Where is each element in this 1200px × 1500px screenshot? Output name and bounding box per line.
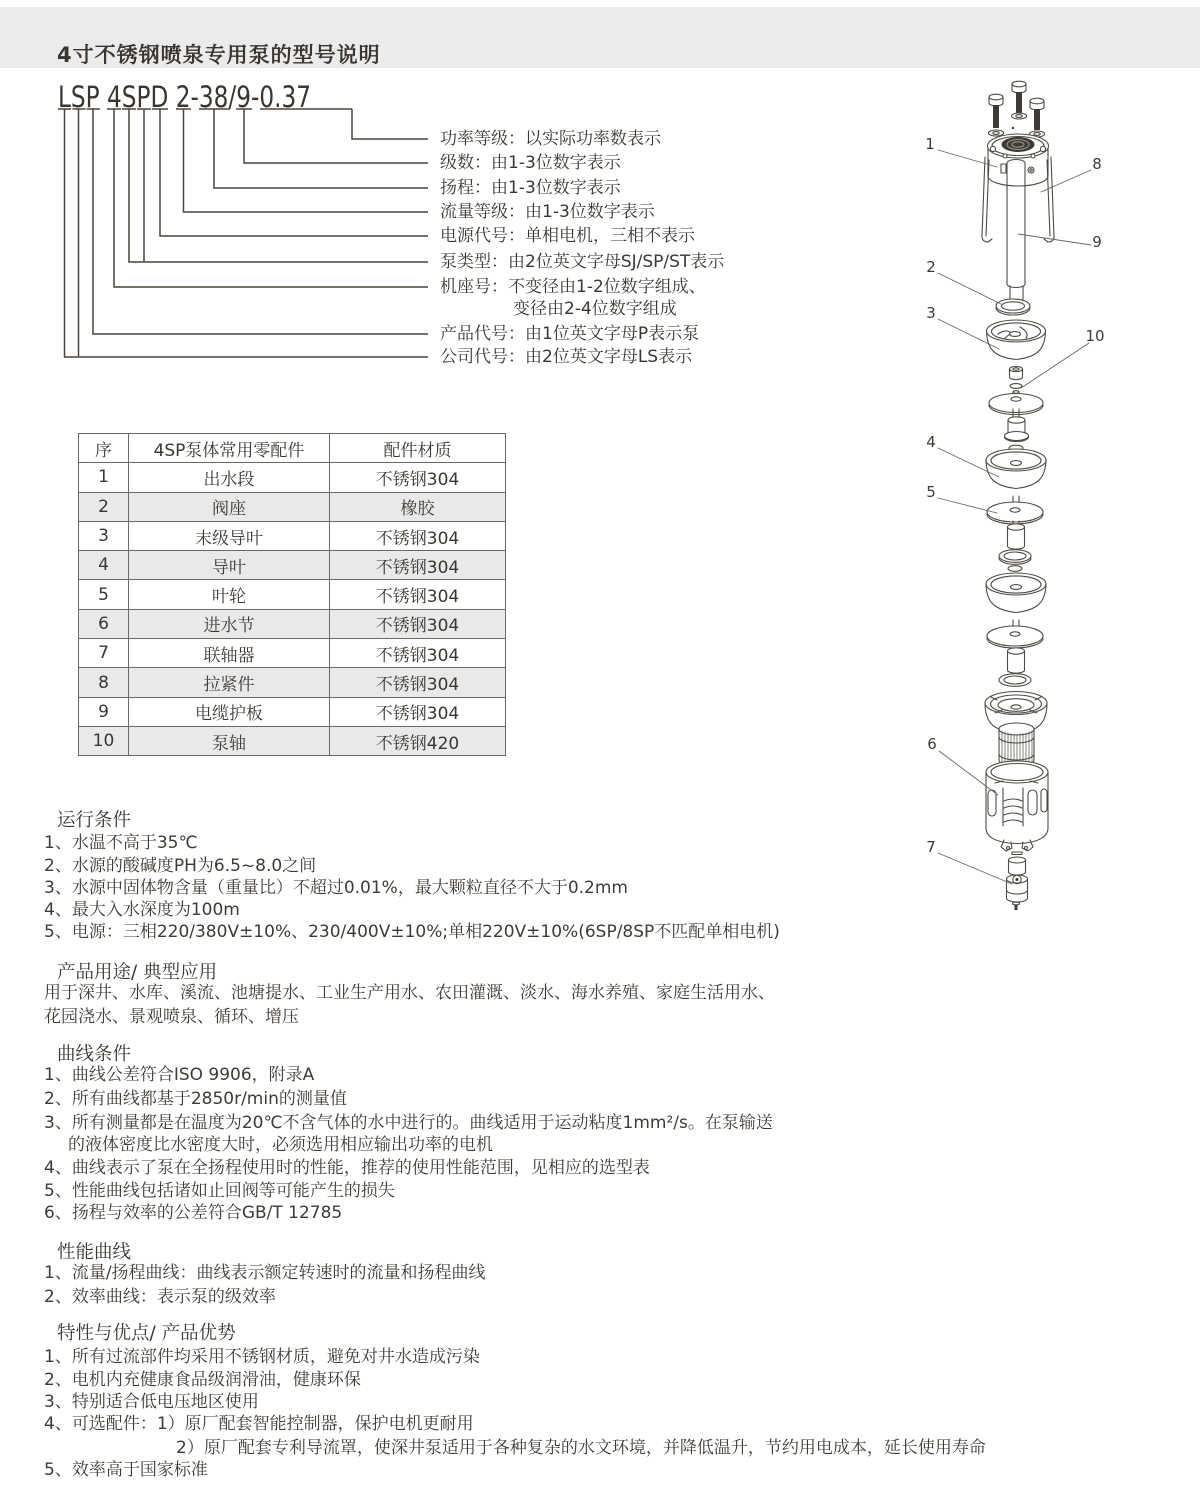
- list-item: 3、水源中固体物含量（重量比）不超过0.01%，最大颗粒直径不大于0.2mm: [44, 878, 628, 898]
- table-row: [79, 463, 506, 492]
- impeller-disc: [987, 496, 1043, 526]
- diagram-callout-4: 4: [926, 433, 936, 451]
- table-row: [79, 492, 506, 521]
- cell-index: 7: [79, 639, 129, 668]
- diagram-callout-5: 5: [926, 483, 936, 501]
- list-item: 4、可选配件：1）原厂配套智能控制器，保护电机更耐用: [44, 1414, 474, 1434]
- cell-part: 末级导叶: [129, 521, 330, 550]
- cell-material: 不锈钢304: [330, 521, 506, 550]
- page-title: 4寸不锈钢喷泉专用泵的型号说明: [57, 43, 381, 67]
- cell-index: 8: [79, 668, 129, 697]
- shaft-nut: [1010, 366, 1023, 388]
- cell-index: 3: [79, 521, 129, 550]
- diagram-callout-9: 9: [1092, 233, 1102, 251]
- table-row: [79, 521, 506, 550]
- list-item: 花园浇水、景观喷泉、循环、增压: [44, 1007, 299, 1027]
- table-row: [79, 726, 506, 755]
- table-row: [79, 609, 506, 638]
- cell-part: 进水节: [129, 609, 330, 638]
- section-heading-features: 特性与优点/ 产品优势: [57, 1323, 236, 1344]
- diagram-callout-3: 3: [926, 304, 936, 322]
- list-item: 2、水源的酸碱度PH为6.5~8.0之间: [44, 856, 317, 876]
- cell-material: 不锈钢304: [330, 463, 506, 492]
- bowl-with-impeller: [985, 692, 1047, 767]
- diagram-callout-2: 2: [926, 258, 936, 276]
- table-row: [79, 551, 506, 580]
- cell-material: 不锈钢304: [330, 609, 506, 638]
- list-item-continuation: 的液体密度比水密度大时，必须选用相应输出功率的电机: [68, 1135, 493, 1155]
- valve-seat-ring: [996, 299, 1030, 315]
- table-row: [79, 639, 506, 668]
- table-header-row: [79, 434, 506, 463]
- section-heading-applications: 产品用途/ 典型应用: [57, 962, 218, 983]
- stage-bowl: [986, 573, 1046, 613]
- cell-index: 9: [79, 697, 129, 726]
- cell-material: 不锈钢304: [330, 580, 506, 609]
- list-item: 3、所有测量都是在温度为20℃不含气体的水中进行的。曲线适用于运动粘度1mm²/s。在泵输送: [44, 1113, 773, 1133]
- cell-part: 电缆护板: [129, 697, 330, 726]
- cell-part: 泵轴: [129, 726, 330, 755]
- cell-part: 叶轮: [129, 580, 330, 609]
- list-item: 6、扬程与效率的公差符合GB/T 12785: [44, 1203, 343, 1223]
- model-callout-label: 流量等级：由1-3位数字表示: [440, 202, 655, 222]
- section-heading-operating-conditions: 运行条件: [57, 810, 132, 831]
- list-item-continuation: 2）原厂配套专利导流罩，使深井泵适用于各种复杂的水文环境，并降低温升，节约用电成本，延长使用寿命: [176, 1438, 986, 1458]
- tie-rod-straps: [982, 157, 1054, 242]
- list-item: 3、特别适合低电压地区使用: [44, 1392, 259, 1412]
- cell-material: 不锈钢304: [330, 697, 506, 726]
- model-callout-label: 机座号：不变径由1-2位数字组成、: [440, 277, 706, 297]
- list-item: 4、曲线表示了泵在全扬程使用时的性能，推荐的使用性能范围，见相应的选型表: [44, 1158, 650, 1178]
- table-row: [79, 697, 506, 726]
- list-item: 1、流量/扬程曲线：曲线表示额定转速时的流量和扬程曲线: [44, 1263, 486, 1283]
- list-item: 4、最大入水深度为100m: [44, 900, 240, 920]
- section-heading-curve-conditions: 曲线条件: [57, 1044, 132, 1065]
- cell-index: 5: [79, 580, 129, 609]
- model-callout-label: 公司代号：由2位英文字母LS表示: [440, 347, 693, 367]
- col-header-part: 4SP泵体常用零配件: [129, 434, 330, 463]
- cell-index: 1: [79, 463, 129, 492]
- last-stage-diffuser: [987, 320, 1046, 360]
- list-item: 1、所有过流部件均采用不锈钢材质，避免对井水造成污染: [44, 1347, 480, 1367]
- cell-material: 不锈钢420: [330, 726, 506, 755]
- cell-material: 不锈钢304: [330, 639, 506, 668]
- stage-impeller-disc: [987, 620, 1043, 648]
- diagram-callout-8: 8: [1092, 155, 1102, 173]
- spacer-ring2: [999, 648, 1031, 687]
- cell-index: 4: [79, 551, 129, 580]
- cell-index: 10: [79, 726, 129, 755]
- bolts: [989, 81, 1045, 137]
- model-callout-label: 级数：由1-3位数字表示: [440, 153, 621, 173]
- diffuser-bowl: [986, 449, 1046, 489]
- model-callout-label-wrap: 变径由2-4位数字组成: [513, 299, 677, 319]
- leader-lines: [938, 150, 1091, 884]
- spacer-rings: [999, 524, 1031, 572]
- model-code: LSP 4SPD 2-38/9-0.37: [58, 80, 311, 114]
- diagram-callout-6: 6: [927, 735, 937, 753]
- model-callout-label: 扬程：由1-3位数字表示: [440, 178, 621, 198]
- pump-exploded-diagram: [900, 75, 1200, 935]
- table-row: [79, 668, 506, 697]
- diagram-callout-1: 1: [925, 135, 935, 153]
- list-item: 2、效率曲线：表示泵的级效率: [44, 1287, 276, 1307]
- pump-shaft-disc: [989, 391, 1043, 451]
- cell-index: 6: [79, 609, 129, 638]
- cell-part: 导叶: [129, 551, 330, 580]
- model-callout-label: 泵类型：由2位英文字母SJ/SP/ST表示: [440, 252, 725, 272]
- cell-part: 阀座: [129, 492, 330, 521]
- list-item: 5、效率高于国家标准: [44, 1460, 208, 1480]
- diagram-callout-7: 7: [926, 838, 936, 856]
- coupling: [1007, 857, 1028, 910]
- outlet-section: [988, 134, 1049, 186]
- parts-table: [78, 433, 506, 756]
- cell-material: 不锈钢304: [330, 668, 506, 697]
- riser-pipe: [1007, 160, 1025, 304]
- list-item: 1、水温不高于35℃: [44, 833, 198, 853]
- table-row: [79, 580, 506, 609]
- list-item: 1、曲线公差符合ISO 9906，附录A: [44, 1065, 315, 1085]
- model-callout-label: 电源代号：单相电机，三相不表示: [440, 226, 695, 246]
- diagram-callout-10: 10: [1085, 327, 1105, 345]
- cell-material: 不锈钢304: [330, 551, 506, 580]
- list-item: 2、电机内充健康食品级润滑油，健康环保: [44, 1370, 361, 1390]
- list-item: 用于深井、水库、溪流、池塘提水、工业生产用水、农田灌溉、淡水、海水养殖、家庭生活用水、: [44, 983, 775, 1003]
- inlet-section: [986, 761, 1048, 855]
- cell-material: 橡胶: [330, 492, 506, 521]
- title-bar: [0, 7, 1200, 68]
- col-header-material: 配件材质: [330, 434, 506, 463]
- cell-part: 联轴器: [129, 639, 330, 668]
- col-header-index: 序: [79, 434, 129, 463]
- list-item: 5、性能曲线包括诸如止回阀等可能产生的损失: [44, 1181, 395, 1201]
- cell-part: 拉紧件: [129, 668, 330, 697]
- cell-index: 2: [79, 492, 129, 521]
- cell-part: 出水段: [129, 463, 330, 492]
- section-heading-performance-curves: 性能曲线: [57, 1242, 132, 1263]
- list-item: 2、所有曲线都基于2850r/min的测量值: [44, 1089, 347, 1109]
- list-item: 5、电源：三相220/380V±10%、230/400V±10%;单相220V±10%(6SP/8SP不匹配单相电机): [44, 922, 780, 942]
- model-callout-label: 产品代号：由1位英文字母P表示泵: [440, 324, 700, 344]
- model-callout-label: 功率等级：以实际功率数表示: [440, 129, 661, 149]
